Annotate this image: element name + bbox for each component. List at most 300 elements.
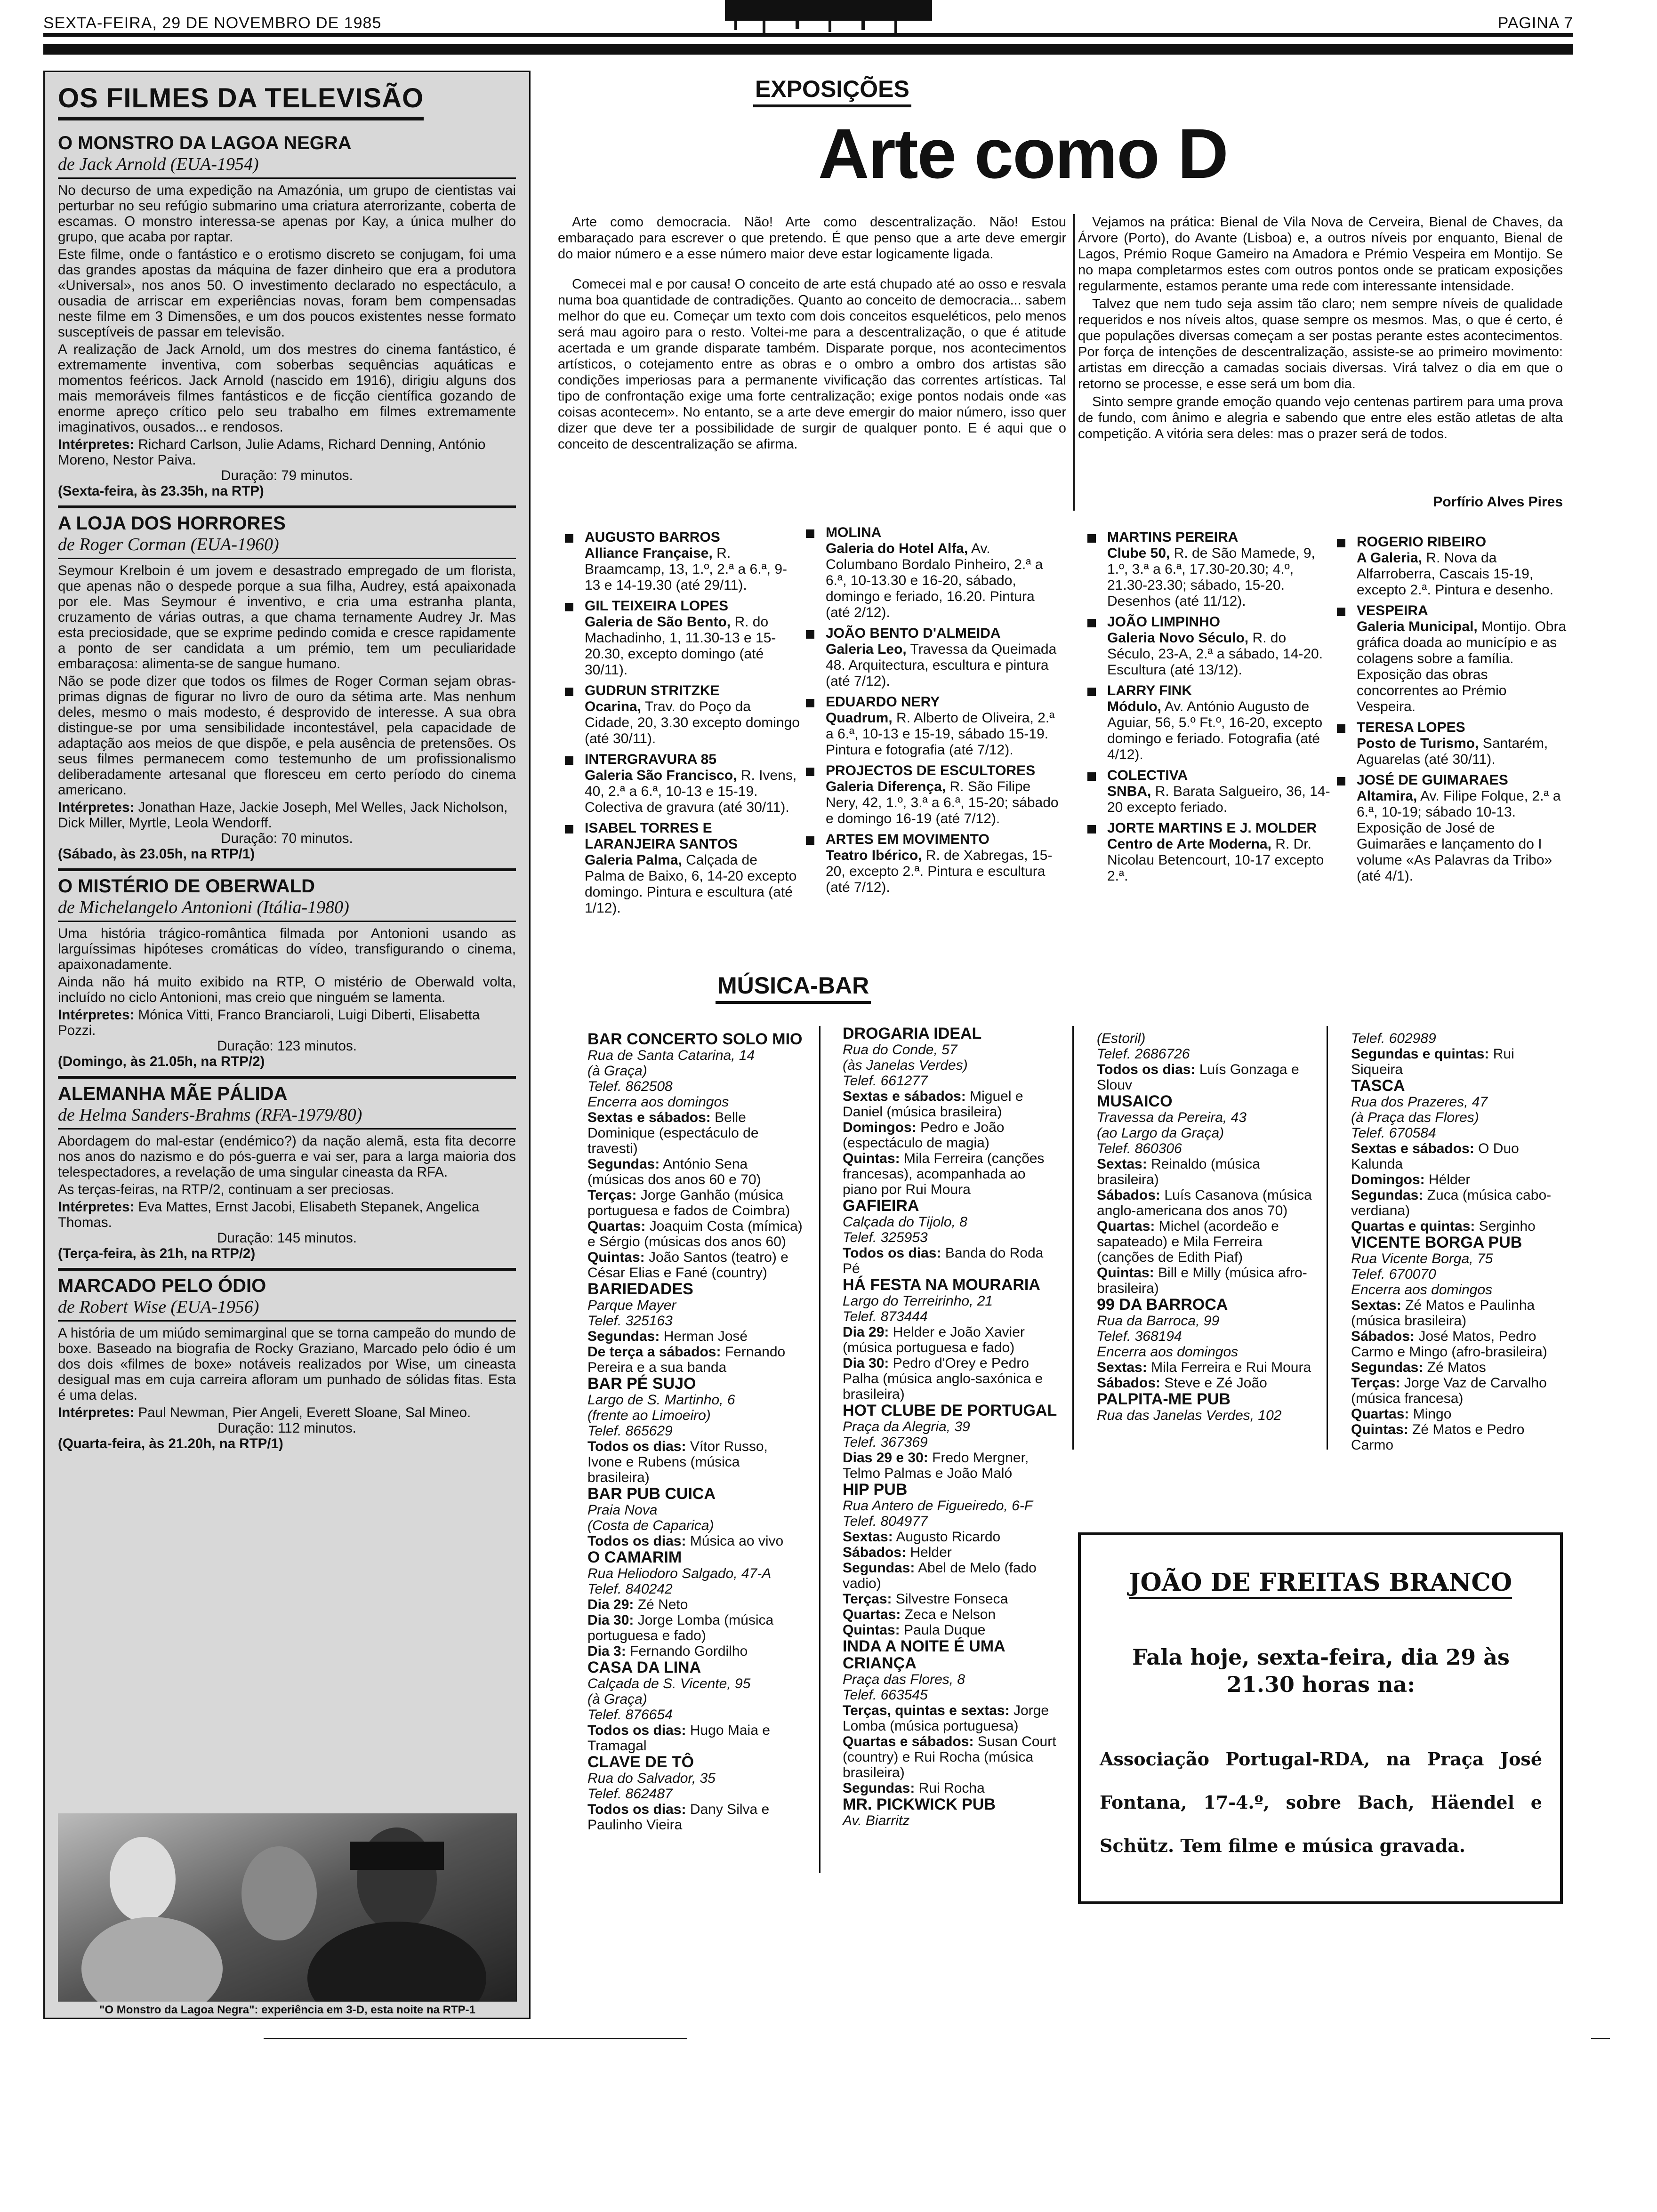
bar-schedule [843,1607,1059,1622]
bar-schedule-act: Rui Siqueira [1351,1046,1514,1077]
bar-address: Telef. 325953 [843,1230,928,1245]
bar-list-col-2 [843,1025,1059,1828]
bar-schedule-day: Quartas: [1351,1406,1409,1422]
bar-name: CASA DA LINA [587,1659,701,1676]
bar-schedule [1097,1062,1313,1093]
exhibition-entry [565,598,800,678]
exhibition-artist: EDUARDO NERY [826,694,940,710]
bar-schedule-day: Quintas: [1097,1265,1154,1281]
film-cast [58,1405,516,1420]
expo-list-col-4 [1337,534,1568,889]
film-cast-names: Eva Mattes, Ernst Jacobi, Elisabeth Stepanek, Angelica Thomas. [58,1199,480,1230]
exhibition-info: R. Dr. Nicolau Betencourt, 10-17 excepto 2.ª. [1107,836,1324,884]
bar-schedule-day: Dia 30: [843,1355,889,1371]
bar-entry [843,1796,1059,1828]
bar-address: (à Graça) [587,1691,647,1707]
bar-schedule-act: Michel (acordeão e sapateado) e Mila Ferreira (canções de Edith Piaf) [1097,1218,1279,1265]
bar-entry [587,1031,804,1281]
bar-schedule [1351,1141,1563,1172]
bar-schedule-day: Quintas: [1351,1422,1408,1437]
bar-schedule [1351,1422,1563,1453]
bar-name: O CAMARIM [587,1548,682,1566]
bar-entry [843,1025,1059,1197]
film-synopsis: A história de um miúdo semimarginal que se torna campeão do mundo de boxe. Baseado na biografia de Rocky Graziano, Marcado pelo ódio é um dos dois «filmes de boxe» notáveis realizados por Wise, um cineasta desigual mas em cuja carreira afloram um punhado de sólidas fitas. Esta é uma delas. [58,1325,516,1403]
expo-intro-paragraph: Talvez que nem tudo seja assim tão claro; nem sempre níveis de qualidade requeridos e nos níveis altos, quase sempre os mesmos. Mas, o que é certo, é que populações diversas começam a ser postas perante estes acontecimentos. Por força de intenções de descentralização, assiste-se ao primeiro movimento: artistas em direcção a camadas sociais diversas. Virá talvez o dia em que o retorno se processe, e esse será um bom dia. [1078,297,1563,392]
bar-schedule-day: Sextas: [1097,1156,1147,1172]
bar-divider-2 [1072,1026,1074,1450]
bottom-rule-left [264,2038,687,2039]
bar-schedule-day: Quartas: [1097,1218,1155,1234]
exhibition-details [826,541,1060,621]
bar-schedule [843,1780,1059,1796]
bar-name: INDA A NOITE É UMA CRIANÇA [843,1637,1005,1672]
film-cast-label: Intérpretes: [58,800,135,815]
expo-intro-left [558,214,1066,466]
bar-schedule [587,1533,804,1549]
bar-schedule-day: Quintas: [587,1250,645,1265]
bar-schedule [587,1612,804,1643]
bar-schedule-act: Mila Ferreira e Rui Moura [1151,1360,1311,1375]
exhibition-artist: MOLINA [826,525,882,540]
bar-entry [843,1638,1059,1796]
bar-address: Rua de Santa Catarina, 14 [587,1048,755,1063]
tv-films-column [43,71,531,2019]
bar-schedule-act: José Matos, Pedro Carmo e Mingo (afro-brasileira) [1351,1329,1547,1360]
exhibition-artist: ROGERIO RIBEIRO [1357,534,1487,550]
top-rule-thick [43,44,1573,55]
bar-schedule [1351,1187,1563,1218]
bar-schedule [1351,1172,1563,1187]
expo-intro-right [1078,214,1563,444]
film-entry [58,505,516,862]
bar-schedule-day: Domingos: [1351,1172,1425,1187]
bar-schedule-act: Mila Ferreira (canções francesas), acompanhada ao piano por Rui Moura [843,1151,1045,1197]
bar-entry [587,1754,804,1833]
exhibition-info: Av. António Augusto de Aguiar, 56, 5.º Ft.º, 16-20, excepto domingo e feriado. Fotografia (até 4/12). [1107,699,1323,762]
exhibition-venue: Posto de Turismo, [1357,736,1479,751]
bar-schedule-day: Segundas: [1351,1360,1424,1375]
bar-schedule [587,1439,804,1485]
bar-address: Telef. 325163 [587,1313,673,1329]
bar-schedule-day: Todos os dias: [1097,1062,1196,1077]
bar-name: HOT CLUBE DE PORTUGAL [843,1402,1057,1419]
bar-name: BAR PÉ SUJO [587,1375,696,1393]
bar-schedule-act: Jorge Ganhão (música portuguesa e fados de Coimbra) [587,1187,790,1218]
film-cast-names: Mónica Vitti, Franco Branciaroli, Luigi Diberti, Elisabetta Pozzi. [58,1007,480,1038]
bar-schedule-day: Sábados: [1097,1187,1161,1203]
exhibition-details [826,641,1060,689]
exhibition-info: R. Alberto de Oliveira, 2.ª a 6.ª, 10-13 e 15-19, sábado 15-19. Pintura e fotografia (até 7/12). [826,710,1055,758]
film-director: de Jack Arnold (EUA-1954) [58,154,516,179]
bar-schedule [843,1450,1059,1481]
bar-list-col-1 [587,1031,804,1833]
bar-schedule [843,1622,1059,1638]
bar-schedule [587,1218,804,1250]
bar-schedule-act: Banda do Roda Pé [843,1245,1044,1276]
bar-schedule-act: Belle Dominique (espectáculo de travesti) [587,1110,759,1156]
bar-address: (Estoril) [1097,1031,1146,1046]
film-synopsis: Este filme, onde o fantástico e o erotismo discreto se conjugam, foi uma das grandes apostas da máquina de fazer dinheiro que era a produtora «Universal», nos anos 50. O investimento declarado no espectáculo, a ousadia de arriscar em experiências novas, foram bem compensadas neste filme em 3 Dimensões, e um dos poucos existentes nesse formato susceptíveis de passar em televisão. [58,247,516,340]
masthead-logo [706,0,951,33]
exhibition-entry [806,694,1060,758]
film-duration: Duração: 145 minutos. [217,1230,357,1246]
exhibition-venue: Galeria Diferença, [826,779,946,794]
exhibition-info: R. de São Mamede, 9, 1.º, 3.ª a 6.ª, 17.30-20.30; 4.º, 21.30-23.30; sábado, 15-20. Desenhos (até 11/12). [1107,545,1315,609]
bar-name: PALPITA-ME PUB [1097,1390,1231,1408]
exhibition-artist: COLECTIVA [1107,768,1188,783]
exhibition-entry [1337,772,1568,884]
bar-schedule [1097,1360,1313,1375]
bar-address: Telef. 862487 [587,1786,673,1802]
exhibition-details [1357,736,1568,768]
bar-name: MR. PICKWICK PUB [843,1795,996,1813]
exhibition-info: Trav. do Poço da Cidade, 20, 3.30 excepto domingo (até 30/11). [585,699,800,746]
bar-schedule-act: Pedro e João (espectáculo de magia) [843,1120,1005,1151]
bar-entry [843,1402,1059,1481]
bar-schedule [587,1597,804,1612]
exhibition-info: R. Barata Salgueiro, 36, 14-20 excepto feriado. [1107,784,1330,815]
bar-schedule [1097,1156,1313,1187]
exhibition-details [1107,545,1332,609]
bar-name: CLAVE DE TÔ [587,1753,694,1771]
bar-address: Rua Vicente Borga, 75 [1351,1251,1493,1266]
bar-schedule-day: Quintas: [843,1622,900,1638]
bar-schedule [1351,1360,1563,1375]
photo-caption: "O Monstro da Lagoa Negra": experiência em 3-D, esta noite na RTP-1 [99,2004,475,2016]
bar-address: (frente ao Limoeiro) [587,1408,711,1423]
film-title: O MISTÉRIO DE OBERWALD [58,868,516,897]
bar-address: Rua dos Prazeres, 47 [1351,1094,1488,1110]
bar-address: Telef. 367369 [843,1435,928,1450]
bar-schedule-act: Abel de Melo (fado vadio) [843,1560,1037,1591]
bar-schedule-act: Fernando Pereira e a sua banda [587,1344,786,1375]
bar-schedule-day: Sextas e sábados: [843,1089,966,1104]
exhibition-entry [806,832,1060,896]
bar-schedule-act: António Sena (músicas dos anos 60 e 70) [587,1156,761,1187]
film-duration: Duração: 123 minutos. [217,1038,357,1054]
top-rule [43,33,1573,37]
bar-schedule [587,1643,804,1659]
exhibition-venue: Galeria Novo Século, [1107,630,1249,646]
film-entry [58,133,516,499]
exhibition-info: Av. Columbano Bordalo Pinheiro, 2.ª a 6.ª, 10-13.30 e 16-20, sábado, domingo e feriado, 16.20. Pintura (até 2/12). [826,541,1043,620]
bar-address: Telef. 865629 [587,1423,673,1439]
exhibition-info: Travessa da Queimada 48. Arquitectura, escultura e pintura (até 7/12). [826,641,1057,689]
exhibition-venue: Quadrum, [826,710,893,726]
film-schedule: (Terça-feira, às 21h, na RTP/2) [58,1246,256,1261]
exhibition-entry [1087,529,1332,609]
bar-schedule [843,1734,1059,1780]
exhibition-artist: TERESA LOPES [1357,720,1465,735]
bar-address: Encerra aos domingos [1351,1282,1493,1298]
bar-entry [1097,1093,1313,1296]
bar-address: Travessa da Pereira, 43 [1097,1110,1247,1125]
bar-address: Telef. 860306 [1097,1141,1182,1156]
bar-schedule [1351,1046,1563,1077]
bar-address: Telef. 873444 [843,1309,928,1324]
bar-schedule [843,1529,1059,1545]
film-schedule: (Sábado, às 23.05h, na RTP/1) [58,846,255,862]
film-cast-names: Jonathan Haze, Jackie Joseph, Mel Welles, Jack Nicholson, Dick Miller, Myrtle, Leola Wendorff. [58,800,508,831]
bar-name: HIP PUB [843,1481,908,1499]
bar-address: Largo de S. Martinho, 6 [587,1392,735,1408]
bar-schedule-day: Dia 29: [587,1597,634,1612]
bar-schedule-act: Música ao vivo [690,1533,784,1549]
bar-address: Rua das Janelas Verdes, 102 [1097,1408,1282,1423]
bar-schedule-act: Fernando Gordilho [630,1643,748,1659]
bar-schedule [843,1355,1059,1402]
film-title: MARCADO PELO ÓDIO [58,1268,516,1297]
exhibition-artist: JOSÉ DE GUIMARAES [1357,772,1508,788]
exhibition-artist: LARRY FINK [1107,683,1192,698]
film-cast-label: Intérpretes: [58,1007,135,1023]
exhibition-artist: PROJECTOS DE ESCULTORES [826,763,1036,778]
exhibition-venue: Alliance Française, [585,545,713,561]
bar-address: (à Graça) [587,1063,647,1079]
exhibition-entry [1087,820,1332,884]
bar-schedule-day: Todos os dias: [587,1439,686,1454]
film-still-photo [58,1813,517,2002]
film-entry [58,1268,516,1451]
bar-schedule-day: Sábados: [1097,1375,1161,1391]
bar-schedule [587,1110,804,1156]
bar-schedule [587,1187,804,1218]
bar-entry [1097,1031,1313,1093]
film-director: de Michelangelo Antonioni (Itália-1980) [58,897,516,922]
bar-address: (ao Largo da Graça) [1097,1125,1224,1141]
bar-name: BAR PUB CUICA [587,1485,716,1503]
exhibition-entry [806,525,1060,621]
exhibition-details [585,699,800,747]
exhibition-info: R. São Filipe Nery, 42, 1.º, 3.ª a 6.ª, 15-20; sábado e domingo 16-19 (até 7/12). [826,779,1059,826]
bar-schedule-day: De terça a sábados: [587,1344,721,1360]
bar-address: Praça das Flores, 8 [843,1672,965,1687]
bar-schedule-day: Todos os dias: [587,1802,686,1817]
exhibition-details [826,848,1060,896]
exhibition-artist: JOÃO LIMPINHO [1107,614,1221,630]
bar-schedule [587,1250,804,1281]
bar-name: DROGARIA IDEAL [843,1025,982,1042]
exhibition-artist: GIL TEIXEIRA LOPES [585,598,729,614]
bar-schedule-day: Sextas: [1097,1360,1147,1375]
bar-address: Av. Biarritz [843,1813,910,1828]
expo-list-col-3 [1087,529,1332,889]
bar-schedule-day: Segundas: [587,1156,660,1172]
bar-name: TASCA [1351,1077,1405,1095]
bar-schedule-act: Zuca (música cabo-verdiana) [1351,1187,1552,1218]
film-schedule: (Sexta-feira, às 23.35h, na RTP) [58,483,264,499]
bar-address: (Costa de Caparica) [587,1518,714,1533]
bar-divider-3 [1327,1026,1328,1450]
bar-schedule [843,1703,1059,1734]
film-duration: Duração: 112 minutos. [217,1420,356,1436]
exhibition-details [826,710,1060,758]
bar-schedule-act: Luís Gonzaga e Slouv [1097,1062,1299,1093]
bar-entry [843,1481,1059,1638]
expo-list-col-2 [806,525,1060,900]
bar-address: Telef. 368194 [1097,1329,1182,1344]
bar-schedule [1097,1375,1313,1391]
bar-schedule-day: Segundas: [843,1780,915,1796]
bar-name: 99 DA BARROCA [1097,1296,1228,1314]
bar-entry [587,1281,804,1375]
bar-schedule-day: Todos os dias: [587,1533,686,1549]
bar-schedule [1351,1329,1563,1360]
exhibition-entry [565,820,800,916]
exhibition-entry [565,683,800,747]
bar-address: Rua Antero de Figueiredo, 6-F [843,1498,1033,1514]
bar-schedule-act: Mingo [1413,1406,1452,1422]
bar-address: Calçada do Tijolo, 8 [843,1214,967,1230]
bar-schedule-act: Joaquim Costa (mímica) e Sérgio (músicas dos anos 60) [587,1218,803,1250]
film-duration: Duração: 79 minutos. [221,468,353,483]
bar-schedule-day: Terças: [1351,1375,1400,1391]
bar-schedule-day: Todos os dias: [587,1723,686,1738]
bar-entry [1351,1234,1563,1453]
bar-schedule-day: Segundas: [843,1560,915,1576]
intro-divider [1073,214,1075,511]
exhibition-details [585,614,800,678]
bar-schedule-act: Steve e Zé João [1164,1375,1267,1391]
bar-address: Telef. 2686726 [1097,1046,1190,1062]
bar-address: Telef. 840242 [587,1581,673,1597]
bar-schedule-act: Susan Court (country) e Rui Rocha (música brasileira) [843,1734,1056,1780]
exhibition-artist: AUGUSTO BARROS [585,529,720,545]
bar-address: Telef. 661277 [843,1073,928,1089]
bar-schedule-day: Quartas e sábados: [843,1734,974,1749]
film-title: O MONSTRO DA LAGOA NEGRA [58,133,352,153]
bar-entry [587,1659,804,1754]
bar-schedule [843,1545,1059,1560]
bar-address: Encerra aos domingos [587,1094,729,1110]
bar-schedule-act: Hugo Maia e Tramagal [587,1723,770,1754]
expo-list-col-1 [565,529,800,921]
exhibition-venue: SNBA, [1107,784,1151,799]
bar-schedule-act: Hélder [1429,1172,1471,1187]
exhibition-artist: JOÃO BENTO D'ALMEIDA [826,625,1001,641]
film-cast [58,800,516,831]
exhibition-artist: ISABEL TORRES E LARANJEIRA SANTOS [585,820,738,852]
header-page: PAGINA 7 [1497,14,1573,32]
bar-schedule-act: Serginho [1479,1218,1536,1234]
bar-schedule [587,1344,804,1375]
header-date: SEXTA-FEIRA, 29 DE NOVEMBRO DE 1985 [43,14,382,32]
exhibition-artist: VESPEIRA [1357,603,1428,618]
notice-lead: Fala hoje, sexta-feira, dia 29 às 21.30 horas na: [1132,1644,1510,1697]
bar-name: VICENTE BORGA PUB [1351,1234,1522,1251]
bar-schedule [843,1591,1059,1607]
bar-schedule [1351,1406,1563,1422]
tv-films-title: OS FILMES DA TELEVISÃO [58,82,424,120]
bar-schedule-act: Silvestre Fonseca [895,1591,1008,1607]
exhibition-info: R. Braamcamp, 13, 1.º, 2.ª a 6.ª, 9-13 e 14-19.30 (até 29/11). [585,545,788,593]
bar-address: Rua Heliodoro Salgado, 47-A [587,1566,772,1581]
film-synopsis: Ainda não há muito exibido na RTP, O mistério de Oberwald volta, incluído no ciclo Antonioni, mas creio que ninguém se lamenta. [58,974,516,1005]
film-title: ALEMANHA MÃE PÁLIDA [58,1076,516,1105]
bar-schedule-act: Luís Casanova (música anglo-americana dos anos 70) [1097,1187,1312,1218]
film-cast-names: Paul Newman, Pier Angeli, Everett Sloane, Sal Mineo. [138,1405,471,1420]
bar-schedule [843,1120,1059,1151]
notice-title-text: JOÃO DE FREITAS BRANCO [1129,1568,1512,1599]
exhibition-entry [565,752,800,816]
bar-schedule-day: Terças, quintas e sextas: [843,1703,1010,1718]
bar-address: Rua da Barroca, 99 [1097,1313,1220,1329]
bar-schedule-act: Zé Matos [1427,1360,1486,1375]
exhibition-entry [1337,534,1568,598]
film-cast-label: Intérpretes: [58,1405,135,1420]
bar-address: Telef. 876654 [587,1707,673,1723]
bar-schedule [587,1329,804,1344]
bar-name: GAFIEIRA [843,1197,919,1215]
lecture-notice-box [1078,1532,1563,1904]
bar-schedule [587,1723,804,1754]
exhibition-entry [1087,683,1332,763]
film-synopsis: Não se pode dizer que todos os filmes de Roger Corman sejam obras-primas dignas de figurar no livro de ouro da sétima arte. Mas nenhum deles, mesmo o mais modesto, é desprovido de interesse. A sua obra distingue-se por uma sensibilidade incontestável, pela capacidade de adaptação aos meios de que dispõe, e pela ausência de pretensões. Os seus filmes permanecem como testemunho de um profissionalismo deliberadamente artesanal que floresceu em certo período do cinema americano. [58,673,516,798]
bar-schedule-act: Zé Neto [637,1597,688,1612]
film-duration: Duração: 70 minutos. [221,831,353,846]
bar-schedule-act: Helder e João Xavier (música portuguesa e fado) [843,1324,1025,1355]
bar-schedule-day: Segundas e quintas: [1351,1046,1489,1062]
film-synopsis: No decurso de uma expedição na Amazónia, um grupo de cientistas vai perturbar no seu refúgio submarino uma criatura aterrorizante, coberta de escamas. O monstro interessa-se apenas por Kay, a única mulher do grupo, que acaba por raptar. [58,183,516,245]
bar-schedule-day: Segundas: [1351,1187,1424,1203]
bar-address: Telef. 602989 [1351,1031,1436,1046]
bar-entry [843,1197,1059,1276]
bar-address: Telef. 862508 [587,1079,673,1094]
exhibition-venue: Galeria Palma, [585,852,682,868]
bar-schedule-day: Quartas e quintas: [1351,1218,1475,1234]
exhibition-venue: Galeria Leo, [826,641,907,657]
bar-address: Telef. 670070 [1351,1266,1436,1282]
bar-schedule [587,1156,804,1187]
bar-address: (às Janelas Verdes) [843,1058,968,1073]
exhibition-info: R. de Xabregas, 15-20, excepto 2.ª. Pintura e escultura (até 7/12). [826,848,1053,895]
bar-schedule-act: João Santos (teatro) e César Elias e Fané (country) [587,1250,788,1281]
bar-schedule-act: Bill e Milly (música afro-brasileira) [1097,1265,1307,1296]
bar-schedule-act: Zé Matos e Paulinha (música brasileira) [1351,1298,1535,1329]
bar-schedule [1097,1218,1313,1265]
bar-schedule [1097,1265,1313,1296]
bar-schedule-act: Miguel e Daniel (música brasileira) [843,1089,1023,1120]
exhibition-details [1107,699,1332,763]
expo-intro-paragraph: Arte como democracia. Não! Arte como descentralização. Não! Estou embaraçado para escrever o que pretendo. É que penso que a arte deve emergir do maior número e a esse número maior deve estar logicamente ligada. [558,215,1066,262]
film-synopsis: Abordagem do mal-estar (endémico?) da nação alemã, esta fita decorre nos anos do nazismo e do pós-guerra e vai ser, para a larga maioria dos telespectadores, a revelação de uma singular cineasta da RFA. [58,1133,516,1180]
film-cast [58,1007,516,1038]
bar-schedule [843,1151,1059,1197]
bar-schedule-act: Herman José [663,1329,748,1344]
bar-schedule [843,1560,1059,1591]
bar-schedule [587,1802,804,1833]
film-director: de Roger Corman (EUA-1960) [58,534,516,559]
bar-schedule-act: Pedro d'Orey e Pedro Palha (música anglo-saxónica e brasileira) [843,1355,1043,1402]
film-synopsis: Seymour Krelboin é um jovem e desastrado empregado de um florista, que apenas não o despede porque a sua filha, Audrey, está apaixonada por ele. Mas Seymour é inventivo, e cria uma estranha planta, cruzamento de várias outras, a que chama ternamente Audrey Jr. Mas esta preciosidade, que se exprime pedindo comida e cresce rapidamente a ponto de ser candidata a um prémio, tem um peculiaridade embaraçosa: alimenta-se de sangue humano. [58,563,516,672]
bar-schedule-act: Helder [910,1545,952,1560]
bar-schedule-act: Fredo Mergner, Telmo Palmas e João Maló [843,1450,1029,1481]
bar-schedule-act: Paula Duque [904,1622,986,1638]
exhibition-details [1107,784,1332,816]
exhibition-venue: Módulo, [1107,699,1161,714]
bar-list-col-3 [1097,1031,1313,1423]
musica-bar-label: MÚSICA-BAR [716,972,871,1004]
bar-schedule-act: O Duo Kalunda [1351,1141,1519,1172]
bar-entry [587,1549,804,1659]
bar-schedule-act: Reinaldo (música brasileira) [1097,1156,1260,1187]
exposicoes-label: EXPOSIÇÕES [753,75,911,107]
bar-address: Parque Mayer [587,1298,676,1313]
film-cast [58,437,516,468]
exhibition-details [826,779,1060,827]
bar-schedule-day: Sextas: [843,1529,893,1545]
film-synopsis: As terças-feiras, na RTP/2, continuam a ser preciosas. [58,1182,394,1197]
